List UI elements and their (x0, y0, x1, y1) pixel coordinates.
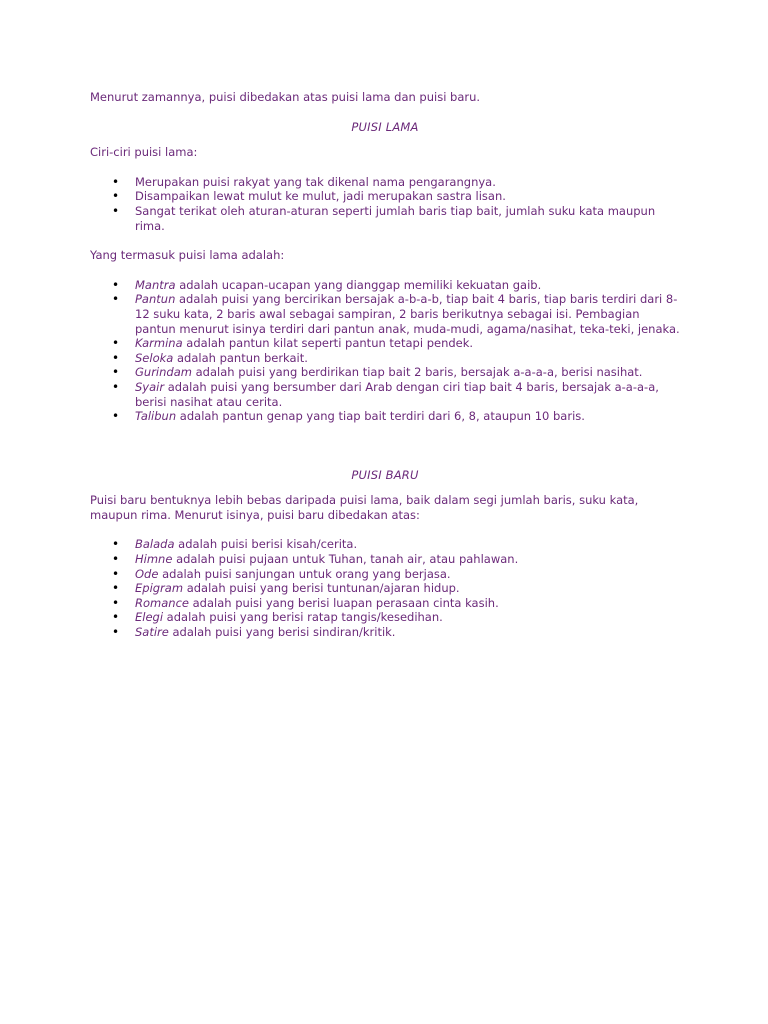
bullet-icon: • (112, 336, 120, 351)
list-item-text: Sangat terikat oleh aturan-aturan seperti jumlah baris tiap bait, jumlah suku kata maupun rima. (135, 203, 656, 233)
jenis-title: Yang termasuk puisi lama adalah: (90, 248, 285, 263)
list-item (90, 537, 680, 552)
bullet-icon: • (112, 350, 120, 365)
term-description: adalah puisi yang bersumber dari Arab dengan ciri tiap bait 4 baris, bersajak a-a-a-a, berisi nasihat atau cerita. (135, 379, 659, 409)
list-item (90, 409, 680, 424)
jenis-puisi-lama-list (90, 278, 680, 424)
term-description: adalah pantun genap yang tiap bait terdiri dari 6, 8, ataupun 10 baris. (176, 409, 585, 424)
term-seloka: Seloka (135, 350, 174, 365)
term-romance: Romance (135, 595, 189, 610)
jenis-puisi-baru-list (90, 537, 680, 639)
list-item (90, 336, 680, 351)
bullet-icon: • (112, 537, 120, 552)
term-description: adalah pantun berkait. (173, 350, 308, 365)
intro-paragraph: Menurut zamannya, puisi dibedakan atas puisi lama dan puisi baru. (90, 90, 481, 104)
list-item (90, 175, 680, 190)
term-description: adalah puisi berisi kisah/cerita. (174, 537, 358, 552)
heading-puisi-baru: PUISI BARU (351, 467, 419, 482)
term-description: adalah puisi yang berdirikan tiap bait 2 baris, bersajak a-a-a-a, berisi nasihat. (191, 365, 643, 380)
term-description: adalah puisi yang bercirikan bersajak a-b-a-b, tiap bait 4 baris, tiap baris terdiri dari 8-12 suku kata, 2 baris awal sebagai sampiran, 2 baris berikutnya sebagai isi. Pembagian pantun menurut isinya terdiri dari pantun anak, muda-mudi, agama/nasihat, teka-teki, jenaka. (135, 292, 680, 336)
list-item-text: Disampaikan lewat mulut ke mulut, jadi merupakan sastra lisan. (135, 189, 506, 204)
bullet-icon: • (112, 277, 120, 292)
list-item (90, 189, 680, 204)
term-syair: Syair (135, 379, 165, 394)
bullet-icon: • (112, 189, 120, 204)
bullet-icon: • (112, 625, 120, 640)
term-description: adalah puisi sanjungan untuk orang yang berjasa. (158, 566, 451, 581)
puisi-baru-description: Puisi baru bentuknya lebih bebas daripada puisi lama, baik dalam segi jumlah baris, suku kata, maupun rima. Menurut isinya, puisi baru dibedakan atas: (90, 493, 639, 522)
term-mantra: Mantra (135, 277, 176, 292)
ciri-title: Ciri-ciri puisi lama: (90, 145, 198, 160)
list-item (90, 292, 680, 336)
term-description: adalah puisi yang berisi ratap tangis/kesedihan. (163, 610, 443, 625)
bullet-icon: • (112, 595, 120, 610)
term-satire: Satire (135, 625, 169, 640)
term-description: adalah ucapan-ucapan yang dianggap memiliki kekuatan gaib. (175, 277, 542, 292)
term-description: adalah puisi yang berisi luapan perasaan cinta kasih. (188, 595, 499, 610)
term-karmina: Karmina (135, 336, 183, 351)
list-item (90, 204, 680, 233)
bullet-icon: • (112, 409, 120, 424)
heading-puisi-lama: PUISI LAMA (351, 119, 419, 134)
term-himne: Himne (135, 552, 173, 567)
bullet-icon: • (112, 365, 120, 380)
term-epigram: Epigram (135, 581, 184, 596)
term-description: adalah puisi yang berisi tuntunan/ajaran hidup. (183, 581, 460, 596)
bullet-icon: • (112, 203, 120, 218)
list-item (90, 278, 680, 293)
list-item (90, 351, 680, 366)
list-item (90, 581, 680, 596)
term-gurindam: Gurindam (135, 365, 192, 380)
bullet-icon: • (112, 552, 120, 567)
bullet-icon: • (112, 581, 120, 596)
term-talibun: Talibun (135, 409, 177, 424)
term-pantun: Pantun (135, 292, 176, 307)
list-item (90, 610, 680, 625)
list-item-text: Merupakan puisi rakyat yang tak dikenal nama pengarangnya. (135, 174, 496, 189)
term-ode: Ode (135, 566, 159, 581)
document-page (90, 90, 680, 640)
bullet-icon: • (112, 292, 120, 307)
list-item (90, 365, 680, 380)
bullet-icon: • (112, 566, 120, 581)
term-description: adalah puisi yang berisi sindiran/kritik. (168, 625, 396, 640)
ciri-list (90, 175, 680, 233)
list-item (90, 596, 680, 611)
term-balada: Balada (135, 537, 175, 552)
term-description: adalah puisi pujaan untuk Tuhan, tanah air, atau pahlawan. (172, 552, 519, 567)
bullet-icon: • (112, 379, 120, 394)
term-elegi: Elegi (135, 610, 164, 625)
list-item (90, 625, 680, 640)
list-item (90, 567, 680, 582)
list-item (90, 552, 680, 567)
list-item (90, 380, 680, 409)
term-description: adalah pantun kilat seperti pantun tetapi pendek. (182, 336, 474, 351)
bullet-icon: • (112, 174, 120, 189)
bullet-icon: • (112, 610, 120, 625)
